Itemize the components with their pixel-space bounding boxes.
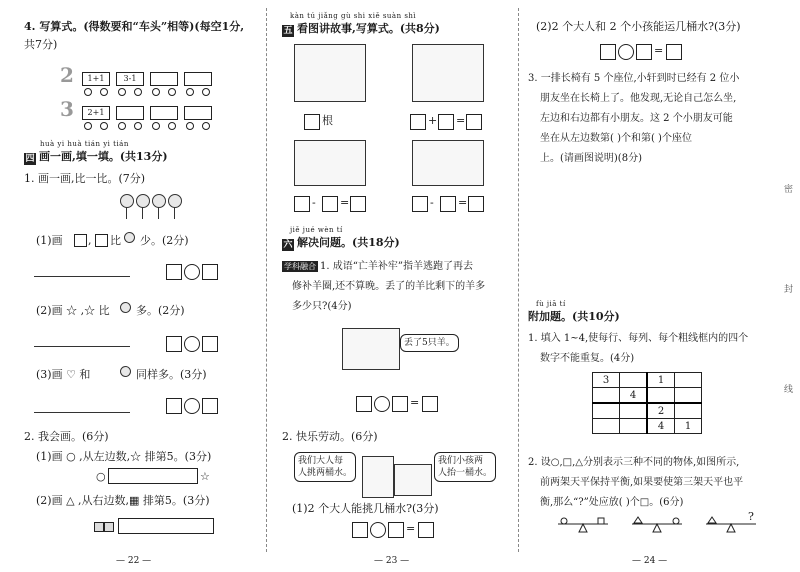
q1-title: 1. 画一画,比一比。(7分): [24, 172, 146, 185]
q1b-end: 多。(2分): [136, 304, 185, 317]
section-pinyin: jiě jué wèn tí: [290, 226, 343, 234]
bonus-q2-line2: 前两架天平保持平衡,如果要使第三架天平也平: [540, 477, 744, 488]
lollipop-stick: [142, 207, 143, 219]
operator: =: [456, 114, 466, 127]
block-icon: [94, 522, 104, 532]
q1-line1: 学科融合 1. 成语“亡羊补牢”指羊逃跑了再去: [284, 261, 473, 272]
q3-line5: 上。(请画图说明)(8分): [540, 153, 642, 164]
lollipop-icon: [152, 194, 166, 208]
answer-box[interactable]: [392, 396, 408, 412]
q1c-text: (3)画 ♡ 和: [36, 368, 91, 381]
grid-cell[interactable]: 1: [647, 373, 675, 388]
answer-box[interactable]: [468, 196, 484, 212]
answer-box[interactable]: [440, 196, 456, 212]
sudoku-grid: [592, 372, 702, 434]
train-car: 1+1: [82, 72, 110, 86]
page-22: [0, 0, 262, 572]
answer-box[interactable]: [166, 398, 182, 414]
answer-box[interactable]: [202, 398, 218, 414]
section-heading: [24, 150, 168, 164]
seal-line-mark: 线: [784, 385, 794, 395]
answer-circle[interactable]: [374, 396, 390, 412]
q1c-end: 同样多。(3分): [136, 368, 207, 381]
wheel-icon: [84, 122, 92, 130]
section-number: 五: [283, 26, 293, 36]
q3-line2: 朋友坐在长椅上了。他发现,无论自己怎么坐,: [540, 93, 737, 104]
wheel-icon: [152, 88, 160, 96]
section-heading: [282, 236, 400, 250]
answer-box[interactable]: [388, 522, 404, 538]
section-heading: [282, 22, 440, 36]
lollipop-stick: [158, 207, 159, 219]
answer-box[interactable]: [202, 264, 218, 280]
section-title: 解决问题。(共18分): [297, 236, 400, 249]
seal-line-mark: 封: [784, 285, 794, 295]
grid-cell[interactable]: 4: [647, 419, 675, 434]
children-carrying-water: [394, 464, 432, 496]
drawing-line[interactable]: [34, 346, 130, 347]
answer-box[interactable]: [600, 44, 616, 60]
wheel-icon: [100, 88, 108, 96]
answer-circle[interactable]: [184, 336, 200, 352]
bonus-q2-line1: 2. 设○,□,△分别表示三种不同的物体,如图所示,: [528, 457, 740, 468]
page-number: — 22 —: [116, 556, 152, 566]
grid-cell[interactable]: [675, 403, 702, 419]
grid-cell[interactable]: [675, 373, 702, 388]
q1b-text: (2)画 ☆ ,☆ 比: [36, 304, 110, 317]
lollipop-icon: [120, 366, 131, 377]
answer-box[interactable]: [418, 522, 434, 538]
balance-scale-icon: [558, 518, 608, 532]
answer-box[interactable]: [422, 396, 438, 412]
operator: +: [428, 114, 438, 127]
section-pinyin: kàn tú jiǎng gù shi xiě suàn shì: [290, 12, 417, 20]
q2-title: 2. 我会画。(6分): [24, 430, 109, 443]
q3-line1: 3. 一排长椅有 5 个座位,小轩到时已经有 2 位小: [528, 73, 740, 84]
lollipop-icon: [120, 194, 134, 208]
grid-cell[interactable]: [593, 388, 620, 404]
operator: =: [458, 196, 468, 209]
wheel-icon: [118, 122, 126, 130]
picture-table-children: [294, 140, 366, 186]
train-car-empty[interactable]: [184, 72, 212, 86]
answer-box[interactable]: [322, 196, 338, 212]
drawing-line[interactable]: [34, 412, 130, 413]
q3-line4: 坐在从左边数第( )个和第( )个座位: [540, 133, 692, 144]
q1a-comma: ,: [88, 234, 92, 247]
grid-cell[interactable]: 2: [647, 403, 675, 419]
grid-cell[interactable]: [620, 403, 648, 419]
page-24: [522, 0, 800, 572]
answer-box[interactable]: [636, 44, 652, 60]
unit-label: 根: [322, 114, 333, 127]
operator: -: [430, 196, 434, 209]
section-pinyin: fù jiā tí: [536, 300, 566, 308]
speech-bubble-children: 我们小孩两 人抬一桶水。: [434, 452, 496, 482]
grid-cell[interactable]: [647, 388, 675, 404]
page-number: — 24 —: [632, 556, 668, 566]
q1a-compare: 比: [110, 234, 121, 247]
grid-cell[interactable]: [620, 373, 648, 388]
grid-cell[interactable]: [593, 419, 620, 434]
answer-circle[interactable]: [370, 522, 386, 538]
adult-carrying-water: [362, 456, 394, 498]
lollipop-stick: [174, 207, 175, 219]
page-divider: [518, 8, 519, 552]
section-title: 画一画,填一填。(共13分): [39, 150, 168, 163]
q2-title: 2. 快乐劳动。(6分): [282, 430, 378, 443]
answer-box[interactable]: [166, 336, 182, 352]
lollipop-icon: [124, 232, 135, 243]
q3-line3: 左边和右边都有小朋友。这 2 个小朋友可能: [540, 113, 733, 124]
q1-line2: 修补羊圈,还不算晚。丢了的羊比剩下的羊多: [292, 281, 486, 292]
answer-box[interactable]: [304, 114, 320, 130]
wheel-icon: [202, 88, 210, 96]
answer-box[interactable]: [166, 264, 182, 280]
wheel-icon: [118, 88, 126, 96]
section-title: 看图讲故事,写算式。(共8分): [297, 22, 440, 35]
speech-bubble: 丢了5只羊。: [400, 334, 459, 352]
wheel-icon: [168, 122, 176, 130]
q2-sub1: (1)2 个大人能挑几桶水?(3分): [292, 502, 439, 515]
answer-circle[interactable]: [184, 264, 200, 280]
balance-scale-icon: [632, 517, 682, 532]
train-car-empty[interactable]: [150, 106, 178, 120]
answer-box[interactable]: [410, 114, 426, 130]
engine-icon: 2: [60, 63, 74, 87]
sheep-fence-illustration: [342, 328, 400, 370]
lollipop-icon: [136, 194, 150, 208]
q2b-text: (2)画 △ ,从右边数,▦ 排第5。(3分): [36, 494, 210, 507]
unknown-mark: ?: [748, 510, 754, 523]
train-car: 2+1: [82, 106, 110, 120]
operator: =: [406, 522, 416, 535]
picture-table-children: [412, 140, 484, 186]
q4-points: 共7分): [24, 38, 58, 51]
grid-cell[interactable]: 4: [620, 388, 648, 404]
page-23: [270, 0, 515, 572]
seal-line-mark: 密: [784, 185, 794, 195]
subject-badge: 学科融合: [284, 262, 316, 271]
page-divider: [266, 8, 267, 552]
bonus-q1-line1: 1. 填入 1~4,使每行、每列、每个粗线框内的四个: [528, 333, 749, 344]
q2a-text: (1)画 ○ ,从左边数,☆ 排第5。(3分): [36, 450, 212, 463]
star-shape: ☆: [200, 470, 210, 483]
lollipop-icon: [168, 194, 182, 208]
operator: =: [340, 196, 350, 209]
wheel-icon: [186, 88, 194, 96]
operator: =: [654, 44, 664, 57]
wheel-icon: [134, 88, 142, 96]
wheel-icon: [100, 122, 108, 130]
answer-box[interactable]: [438, 114, 454, 130]
picture-table-items: [412, 44, 484, 102]
answer-box[interactable]: [666, 44, 682, 60]
bonus-q1-line2: 数字不能重复。(4分): [540, 353, 635, 364]
q1-line3: 多少只?(4分): [292, 301, 352, 312]
answer-box[interactable]: [466, 114, 482, 130]
train-car: 3-1: [116, 72, 144, 86]
answer-circle[interactable]: [618, 44, 634, 60]
grid-cell[interactable]: [593, 403, 620, 419]
page-number: — 23 —: [374, 556, 410, 566]
answer-box[interactable]: [412, 196, 428, 212]
section-pinyin: huà yi huà tián yi tián: [40, 140, 129, 148]
lollipop-stick: [126, 207, 127, 219]
answer-box[interactable]: [202, 336, 218, 352]
q1a-end: 少。(2分): [140, 234, 189, 247]
square-icon: [74, 234, 87, 247]
wheel-icon: [134, 122, 142, 130]
train-car-empty[interactable]: [150, 72, 178, 86]
wheel-icon: [202, 122, 210, 130]
wheel-icon: [168, 88, 176, 96]
grid-cell[interactable]: [620, 419, 648, 434]
q2-sub2: (2)2 个大人和 2 个小孩能运几桶水?(3分): [536, 20, 741, 33]
speech-bubble-adults: 我们大人每 人挑两桶水。: [294, 452, 356, 482]
section-number: 四: [25, 154, 35, 164]
train-car-empty[interactable]: [184, 106, 212, 120]
operator: =: [410, 396, 420, 409]
grid-cell[interactable]: 3: [593, 373, 620, 388]
balance-scales: [552, 514, 772, 536]
drawing-line[interactable]: [34, 276, 130, 277]
bonus-q2-line3: 衡,那么“?”处应放( )个□。(6分): [540, 497, 684, 508]
grid-cell[interactable]: [675, 388, 702, 404]
picture-table-items: [294, 44, 366, 102]
drawing-area[interactable]: [108, 468, 198, 484]
drawing-area[interactable]: [118, 518, 214, 534]
train-car-empty[interactable]: [116, 106, 144, 120]
answer-box[interactable]: [356, 396, 372, 412]
wheel-icon: [84, 88, 92, 96]
answer-circle[interactable]: [184, 398, 200, 414]
q1a-text: (1)画: [36, 234, 63, 247]
answer-box[interactable]: [294, 196, 310, 212]
answer-box[interactable]: [352, 522, 368, 538]
section-title: 附加题。(共10分): [528, 310, 620, 323]
section-number: 六: [283, 240, 293, 250]
operator: -: [312, 196, 316, 209]
engine-icon: 3: [60, 97, 74, 121]
wheel-icon: [152, 122, 160, 130]
circle-shape: ○: [96, 470, 106, 483]
grid-cell[interactable]: 1: [675, 419, 702, 434]
q4-title: 4. 写算式。(得数要和“车头”相等)(每空1分,: [24, 20, 245, 33]
lollipop-icon: [120, 302, 131, 313]
answer-box[interactable]: [350, 196, 366, 212]
wheel-icon: [186, 122, 194, 130]
square-icon: [95, 234, 108, 247]
block-icon: [104, 522, 114, 532]
